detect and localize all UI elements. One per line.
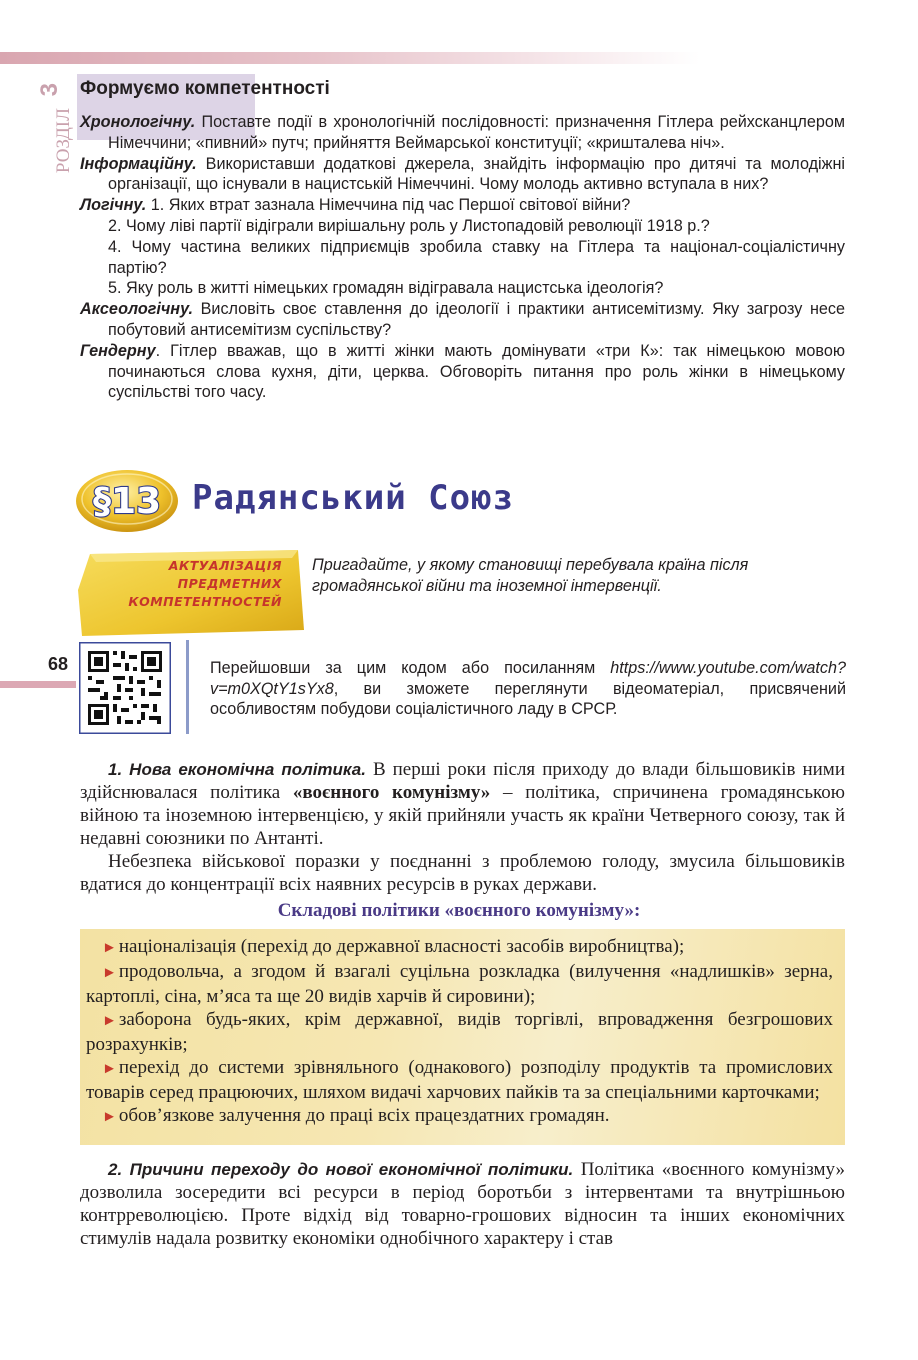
paragraph-header xyxy=(74,468,594,536)
competence-text: Висловіть своє ставлення до ідеології і практики антисемітизму. Яку загрозу несе побутовий антисемітизм суспільству? xyxy=(108,300,845,339)
competences-title: Формуємо компетентності xyxy=(80,78,330,99)
list-item-text: заборона будь-яких, крім державної, видів торгівлі, впровадження безгрошових розрахунків; xyxy=(86,1009,833,1055)
qr-code-icon[interactable] xyxy=(79,642,171,734)
competence-text: . Гітлер вважав, що в житті жінки мають домінувати «три К»: так німецькою мовою починаються слова кухня, діти, церква. Обговоріть питання про роль жінки в німецькому суспільстві того часу. xyxy=(108,341,845,402)
actualization-question: Пригадайте, у якому становищі перебувала країна після громадянської війни та іноземної інтервенції. xyxy=(312,556,749,595)
list-item xyxy=(86,1056,833,1104)
paragraph-badge xyxy=(74,468,180,534)
section-2 xyxy=(80,1158,845,1250)
section-1-heading: 1. Нова економічна політика. xyxy=(108,760,366,779)
logical-question-4 xyxy=(80,237,845,279)
section-label: РОЗДІЛ xyxy=(53,108,74,174)
war-communism-term: «воєнного комунізму» xyxy=(292,782,491,803)
section-1-paragraph-1 xyxy=(80,758,845,850)
qr-text-after: , ви зможете переглянути відеоматеріал, присвячений особливостям побудови соціалістичного ладу в СРСР. xyxy=(210,679,846,718)
bullet-arrow-icon: ► xyxy=(102,1061,117,1077)
list-item xyxy=(86,960,833,1008)
competence-label: Логічну. xyxy=(80,196,147,215)
competence-chronological xyxy=(80,112,845,154)
list-item-text: продовольча, а згодом й взагалі суцільна розкладка (вилучення «надлишків» зерна, картоплі, сіна, м’яса та ще 20 видів харчів й сировини); xyxy=(86,961,833,1007)
list-item-text: націоналізація (перехід до державної власності засобів виробництва); xyxy=(118,936,685,957)
competence-informational xyxy=(80,154,845,196)
bullet-arrow-icon: ► xyxy=(102,965,117,981)
bullet-arrow-icon: ► xyxy=(102,940,117,956)
paragraph-number: §13 xyxy=(92,481,162,522)
competence-label: Інформаційну. xyxy=(80,154,197,173)
list-item xyxy=(86,935,833,960)
section-1-text-a: В перші роки після приходу до влади більшовиків ними здійснювалася політика xyxy=(80,759,845,803)
list-item xyxy=(86,1104,833,1129)
video-link[interactable]: https://www.youtube.com/watch?v=m0XQtY1sYx8 xyxy=(210,659,846,698)
section-number: 3 xyxy=(36,83,63,97)
section-2-paragraph xyxy=(80,1158,845,1250)
section-2-text: Політика «воєнного комунізму» дозволила зосередити всі ресурси в період боротьби з інтервентами та внутрішньою контрреволюцією. Проте відхід від товарно-грошових відносин та інших економічних стимулів надала розвитку економіки однобічного характеру і став xyxy=(80,1159,845,1249)
section-1 xyxy=(80,758,845,896)
bullet-arrow-icon: ► xyxy=(102,1109,117,1125)
competence-gender xyxy=(80,341,845,403)
competence-label: Аксеологічну. xyxy=(80,300,193,319)
list-item xyxy=(86,1008,833,1056)
page-number: 68 xyxy=(48,654,69,674)
logical-question-2: 2. Чому ліві партії відіграли вирішальну роль у Листопадовій революції 1918 р.? xyxy=(108,216,710,235)
logical-question-4-text: 4. Чому частина великих підприємців зробила ставку на Гітлера та націонал-соціалістичну партію? xyxy=(108,237,845,277)
components-list xyxy=(80,929,845,1129)
logical-question-1: 1. Яких втрат зазнала Німеччина під час Першої світової війни? xyxy=(146,196,631,215)
paragraph-title: Радянський Союз xyxy=(192,478,515,518)
list-item-text: обов’язкове залучення до праці всіх працездатних громадян. xyxy=(118,1105,610,1126)
section-side-label xyxy=(33,78,75,188)
competences-block xyxy=(80,112,845,403)
actualization-line-3: КОМПЕТЕНТНОСТЕЙ xyxy=(128,594,282,609)
list-item-text: перехід до системи зрівняльного (однакового) розподілу продуктів та промислових товарів серед працюючих, шляхом видачі харчових пайків та за спеціальними карточками; xyxy=(86,1057,833,1103)
qr-divider xyxy=(186,640,189,734)
actualization-line-1: АКТУАЛІЗАЦІЯ xyxy=(168,558,282,573)
qr-text-before: Перейшовши за цим кодом або посиланням xyxy=(210,659,611,677)
actualization-line-2: ПРЕДМЕТНИХ xyxy=(177,576,282,591)
competence-label: Хронологічну. xyxy=(80,113,196,131)
components-heading: Складові політики «воєнного комунізму»: xyxy=(277,900,641,921)
section-1-text-b: – політика, спричинена громадянською війною та іноземною інтервенцією, у якій прийняли участь як країни Четверного союзу, так й недавні союзники по Антанті. xyxy=(80,782,845,849)
competence-axiological xyxy=(80,299,845,341)
actualization-banner xyxy=(78,550,304,636)
competence-logical xyxy=(80,195,845,216)
section-2-heading: 2. Причини переходу до нової економічної політики. xyxy=(108,1160,574,1179)
competence-text: Поставте події в хронологічній послідовності: призначення Гітлера рейхсканцлером Німеччини; «пивний» путч; прийняття Веймарської конституції; «кришталева ніч». xyxy=(108,113,845,152)
bullet-arrow-icon: ► xyxy=(102,1013,117,1029)
top-decorative-bar xyxy=(0,52,700,64)
qr-description xyxy=(210,658,846,720)
page-number-bar xyxy=(0,681,76,688)
components-box xyxy=(80,929,845,1145)
competence-text: Використавши додаткові джерела, знайдіть інформацію про дитячі та молодіжні організації, що існували в нацистській Німеччині. Чому молодь активно вступала в них? xyxy=(108,154,845,194)
logical-question-5: 5. Яку роль в житті німецьких громадян відігравала нацистська ідеологія? xyxy=(108,279,664,298)
section-1-paragraph-2: Небезпека військової поразки у поєднанні з проблемою голоду, змусила більшовиків вдатися до концентрації всіх наявних ресурсів в руках держави. xyxy=(80,851,845,895)
competence-label: Гендерну xyxy=(80,341,156,360)
